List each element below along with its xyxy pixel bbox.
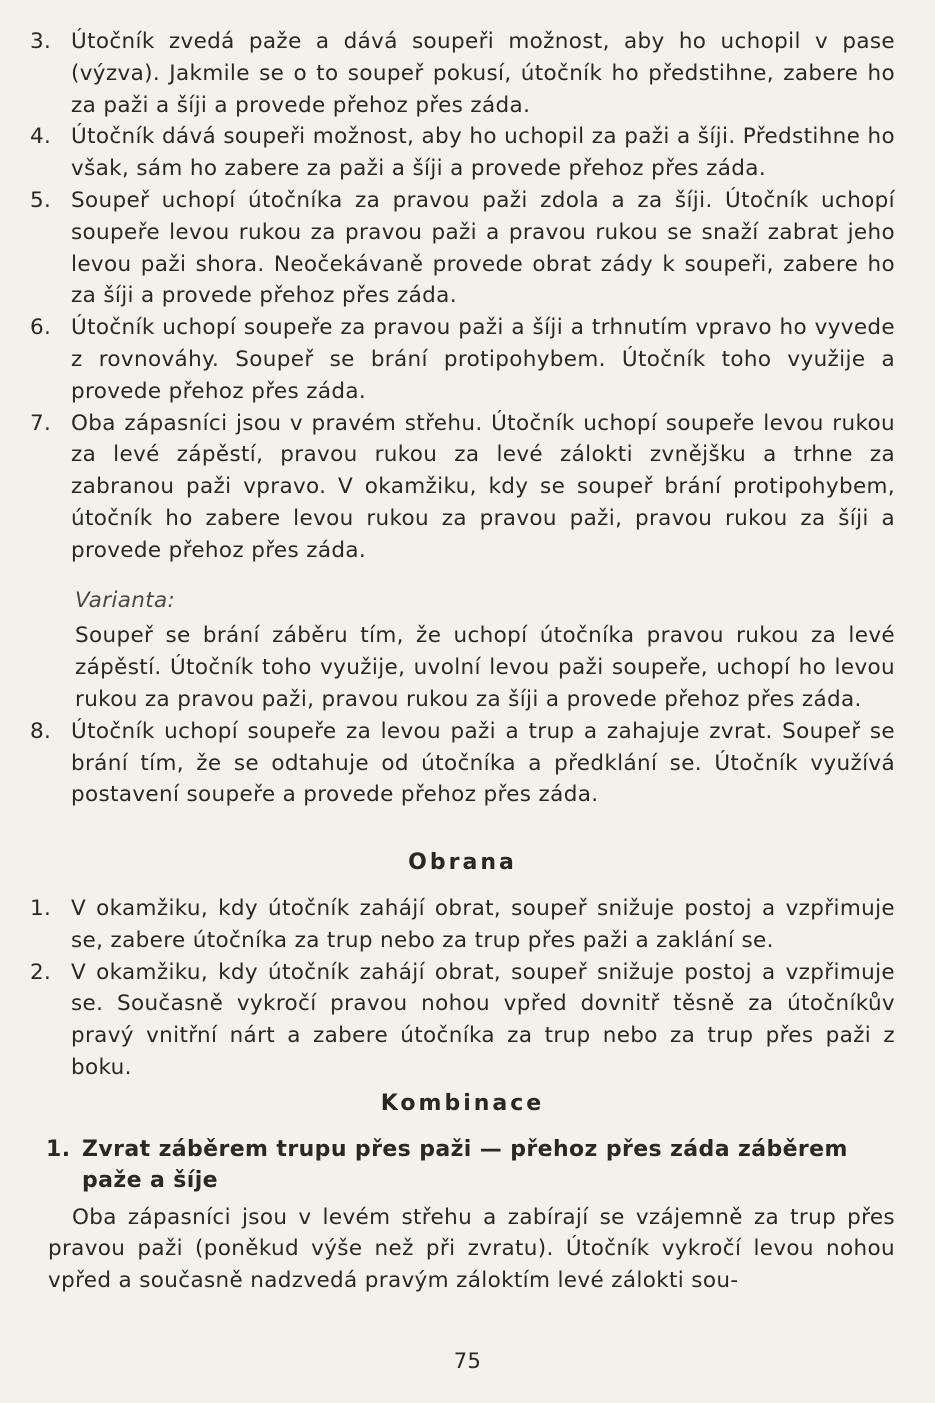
item-text: Útočník uchopí soupeře za pravou paži a šíji a trhnutím vpravo ho vyvede z rovnováhy. Soupeř se brání protipohybem. Útočník toho využije a provede přehoz přes záda. <box>71 315 895 404</box>
item-number: 1. <box>30 895 52 921</box>
list-item <box>30 121 895 185</box>
item-number: 4. <box>30 124 52 150</box>
item-text: V okamžiku, kdy útočník zahájí obrat, soupeř snižuje postoj a vzpřimuje se. Současně vykročí pravou nohou vpřed dovnitř těsně za útočníkův pravý vnitřní nárt a zabere útočníka za trup nebo za trup přes paži z boku. <box>71 959 895 1080</box>
list-item <box>30 408 895 567</box>
item-text: Útočník zvedá paže a dává soupeři možnost, aby ho uchopil v pase (výzva). Jakmile se o to soupeř pokusí, útočník ho předstihne, zabere ho za paži a šíji a provede přehoz přes záda. <box>71 29 895 118</box>
subsection-number: 1. <box>46 1136 71 1162</box>
item-text: Útočník uchopí soupeře za levou paži a trup a zahajuje zvrat. Soupeř se brání tím, že se odtahuje od útočníka a předklání se. Útočník využívá postavení soupeře a provede přehoz přes záda. <box>71 718 895 808</box>
list-item <box>30 893 895 957</box>
list-item <box>30 185 895 312</box>
section-heading-obrana: Obrana <box>408 850 517 876</box>
item-number: 2. <box>30 959 52 985</box>
list-item <box>30 716 895 811</box>
section-heading-kombinace: Kombinace <box>380 1090 545 1116</box>
list-item <box>30 957 895 1084</box>
page-number: 75 <box>453 1349 482 1373</box>
paragraph: Oba zápasníci jsou v levém střehu a zabírají se vzájemně za trup přes pravou paži (poněkud výše než při zvratu). Útočník vykročí levou nohou vpřed a současně nadzvedá pravým záloktím levé zálokti sou- <box>48 1204 895 1294</box>
list-item <box>30 26 895 121</box>
item-text: V okamžiku, kdy útočník zahájí obrat, soupeř snižuje postoj a vzpřimuje se, zabere útočníka za trup nebo za trup přes paži a zaklání se. <box>71 895 895 953</box>
variant-label: Varianta: <box>75 587 176 613</box>
item-number: 3. <box>30 29 52 54</box>
item-number: 8. <box>30 718 52 744</box>
item-text: Útočník dává soupeři možnost, aby ho uchopil za paži a šíji. Předstihne ho však, sám ho zabere za paži a šíji a provede přehoz přes záda. <box>71 124 895 182</box>
item-text: Soupeř uchopí útočníka za pravou paži zdola a za šíji. Útočník uchopí soupeře levou rukou za pravou paži a pravou rukou se snaží zabrat jeho levou paži shora. Neočekávaně provede obrat zády k soupeři, zabere ho za šíji a provede přehoz přes záda. <box>71 187 895 309</box>
variant-text: Soupeř se brání záběru tím, že uchopí útočníka pravou rukou za levé zápěstí. Útočník toho využije, uvolní levou paži soupeře, uchopí ho levou rukou za pravou paži, pravou rukou za šíji a provede přehoz přes záda. <box>75 623 895 712</box>
item-number: 6. <box>30 315 52 341</box>
item-number: 5. <box>30 187 52 213</box>
subsection-heading <box>30 1134 895 1196</box>
item-text: Oba zápasníci jsou v pravém střehu. Útočník uchopí soupeře levou rukou za levé zápěstí, pravou rukou za levé zálokti zvnějšku a trhne za zabranou paži vpravo. V okamžiku, kdy se soupeř brání protipohybem, útočník ho zabere levou rukou za pravou paži, pravou rukou za šíji a provede přehoz přes záda. <box>71 410 895 563</box>
item-number: 7. <box>30 410 52 436</box>
subsection-title: Zvrat záběrem trupu přes paži — přehoz přes záda záběrem paže a šíje <box>82 1136 848 1193</box>
list-item <box>30 312 895 407</box>
